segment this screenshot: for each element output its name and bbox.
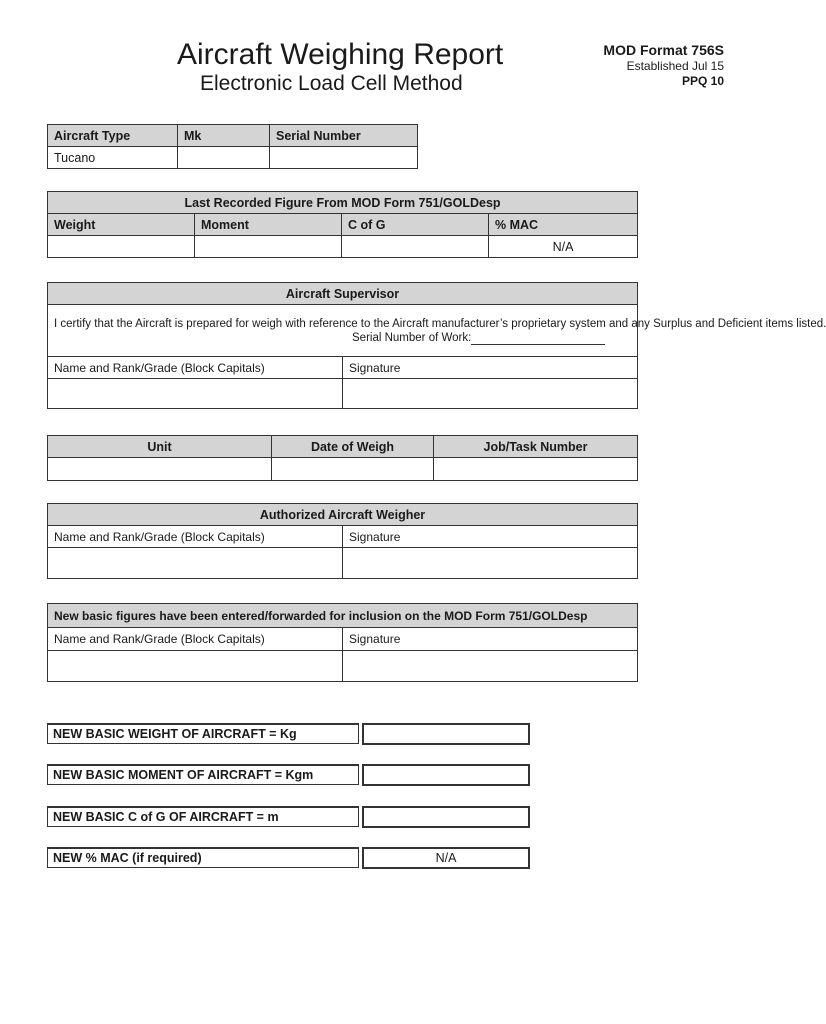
forwarded-signature-field[interactable] (343, 651, 638, 682)
form-reference-block (560, 42, 724, 89)
serial-work-label: Serial Number of Work: (352, 331, 472, 344)
supervisor-certification (48, 305, 826, 357)
supervisor-signature-field[interactable] (343, 379, 638, 409)
job-task-number-field[interactable] (434, 458, 638, 481)
unit-field[interactable] (48, 458, 272, 481)
weigher-table (47, 503, 638, 579)
serial-number-field[interactable] (270, 147, 418, 169)
unit-table (47, 435, 638, 481)
date-of-weigh-field[interactable] (272, 458, 434, 481)
weigher-signature-field[interactable] (343, 548, 638, 579)
ppq-code: PPQ 10 (681, 74, 724, 88)
new-basic-weight-field[interactable] (362, 723, 530, 745)
weight-header: Weight (48, 214, 195, 236)
supervisor-table (47, 282, 826, 409)
serial-work-input[interactable] (471, 332, 605, 345)
supervisor-signature-label: Signature (343, 357, 638, 379)
forwarded-name-field[interactable] (48, 651, 343, 682)
form-reference: MOD Format 756S (603, 42, 724, 58)
mk-field[interactable] (178, 147, 270, 169)
forwarded-table (47, 603, 638, 682)
established-date: Established Jul 15 (626, 59, 724, 73)
new-basic-moment-label: NEW BASIC MOMENT OF AIRCRAFT = Kgm (47, 764, 359, 785)
serial-number-of-work (352, 331, 631, 345)
last-recorded-heading: Last Recorded Figure From MOD Form 751/GOLDesp (48, 192, 638, 214)
aircraft-type-header: Aircraft Type (48, 125, 178, 147)
forwarded-signature-label: Signature (343, 628, 638, 651)
mac-header: % MAC (489, 214, 638, 236)
mk-header: Mk (178, 125, 270, 147)
new-basic-cog-field[interactable] (362, 806, 530, 828)
new-basic-cog-label: NEW BASIC C of G OF AIRCRAFT = m (47, 806, 359, 827)
weigher-signature-label: Signature (343, 526, 638, 548)
job-task-number-header: Job/Task Number (434, 436, 638, 458)
last-recorded-table (47, 191, 638, 258)
serial-number-header: Serial Number (270, 125, 418, 147)
moment-header: Moment (195, 214, 342, 236)
supervisor-heading: Aircraft Supervisor (48, 283, 638, 305)
weight-field[interactable] (48, 236, 195, 258)
cog-field[interactable] (342, 236, 489, 258)
page-title: Aircraft Weighing Report (177, 38, 504, 71)
weigher-name-field[interactable] (48, 548, 343, 579)
moment-field[interactable] (195, 236, 342, 258)
new-mac-field[interactable]: N/A (362, 847, 530, 869)
forwarded-name-label: Name and Rank/Grade (Block Capitals) (48, 628, 343, 651)
mac-field[interactable]: N/A (489, 236, 638, 258)
weigher-heading: Authorized Aircraft Weigher (48, 504, 638, 526)
supervisor-name-field[interactable] (48, 379, 343, 409)
forwarded-heading: New basic figures have been entered/forwarded for inclusion on the MOD Form 751/GOLDesp (48, 604, 638, 628)
cog-header: C of G (342, 214, 489, 236)
aircraft-table (47, 124, 418, 169)
page-subtitle: Electronic Load Cell Method (200, 72, 463, 95)
certification-text: I certify that the Aircraft is prepared for weigh with reference to the Aircraft manufacturer’s proprietary system and any Surplus and Deficient items listed. (54, 317, 826, 330)
new-basic-moment-field[interactable] (362, 764, 530, 786)
supervisor-name-label: Name and Rank/Grade (Block Capitals) (48, 357, 343, 379)
new-basic-weight-label: NEW BASIC WEIGHT OF AIRCRAFT = Kg (47, 723, 359, 744)
unit-header: Unit (48, 436, 272, 458)
date-of-weigh-header: Date of Weigh (272, 436, 434, 458)
weigher-name-label: Name and Rank/Grade (Block Capitals) (48, 526, 343, 548)
aircraft-type-field[interactable]: Tucano (48, 147, 178, 169)
new-mac-label: NEW % MAC (if required) (47, 847, 359, 868)
